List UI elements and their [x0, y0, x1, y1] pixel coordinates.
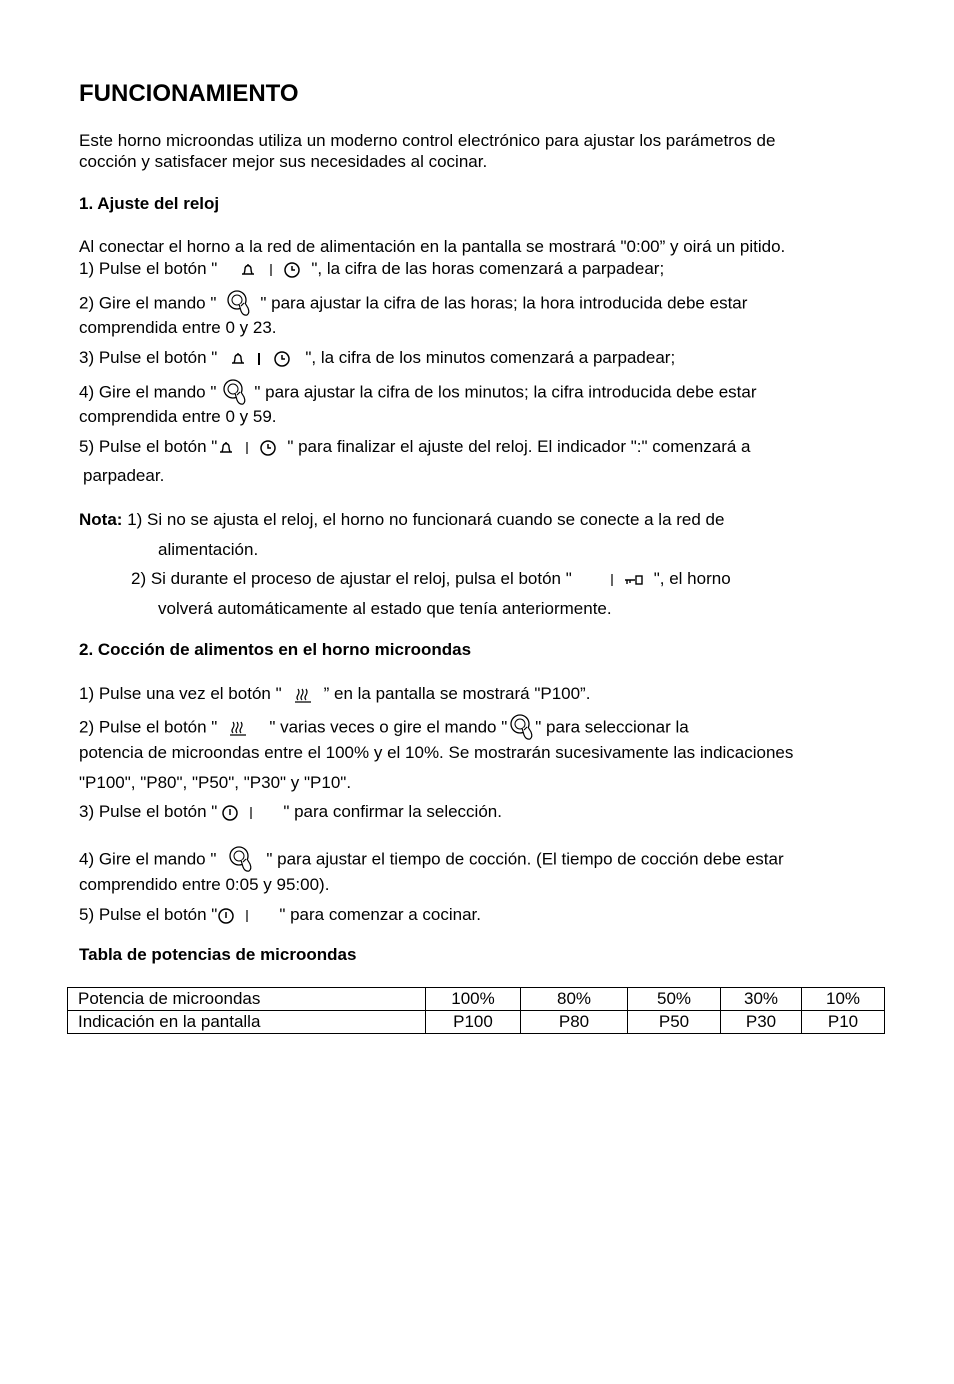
table-cell: 80% [521, 988, 628, 1011]
intro-line: Este horno microondas utiliza un moderno control electrónico para ajustar los parámetros de [79, 131, 776, 150]
separator-bar-icon [245, 441, 249, 455]
separator-bar-icon [610, 573, 614, 587]
step-2-cont: comprendida entre 0 y 23. [79, 318, 277, 337]
note-1: Nota: 1) Si no se ajusta el reloj, el horno no funcionará cuando se conecte a la red de [79, 510, 725, 529]
note-1-cont: alimentación. [158, 540, 259, 559]
knob-hand-icon [228, 845, 254, 875]
section-heading-cooking: 2. Cocción de alimentos en el horno microondas [79, 640, 472, 659]
step-5: 5) Pulse el botón " " para finalizar el ajuste del reloj. El indicador ":" comenzará a [79, 437, 751, 456]
bell-icon [229, 351, 247, 367]
cook-step-4: 4) Gire el mando " " para ajustar el tiempo de cocción. (El tiempo de cocción debe estar [79, 845, 784, 875]
note-label: Nota: [79, 510, 123, 529]
intro-line: cocción y satisfacer mejor sus necesidades al cocinar. [79, 152, 488, 171]
table-cell: P80 [521, 1011, 628, 1034]
table-cell: 100% [426, 988, 521, 1011]
note-2-cont: volverá automáticamente al estado que tenía anteriormente. [158, 599, 612, 618]
step-4: 4) Gire el mando " " para ajustar la cifra de los minutos; la cifra introducida debe estar [79, 378, 757, 408]
table-cell: 50% [628, 988, 721, 1011]
lock-key-icon [624, 573, 646, 587]
separator-bar-icon [245, 909, 249, 923]
microwave-waves-icon [294, 687, 312, 703]
knob-hand-icon [509, 713, 535, 743]
clock-icon [283, 261, 301, 279]
note-2: 2) Si durante el proceso de ajustar el reloj, pulsa el botón " ", el horno [131, 569, 731, 588]
power-start-icon [217, 907, 235, 925]
microwave-waves-icon [229, 720, 247, 736]
clock-icon [259, 439, 277, 457]
bell-icon [239, 262, 257, 278]
page-title: FUNCIONAMIENTO [79, 80, 299, 107]
knob-hand-icon [226, 289, 252, 319]
table-cell: Potencia de microondas [68, 988, 426, 1011]
cook-step-2-cont: potencia de microondas entre el 100% y el 10%. Se mostrarán sucesivamente las indicaciones [79, 743, 794, 762]
clock-icon [273, 350, 291, 368]
table-row [68, 988, 885, 1011]
separator-bar-icon [249, 806, 253, 820]
separator-bar-icon [257, 352, 261, 366]
table-cell: P30 [721, 1011, 802, 1034]
power-table [67, 987, 885, 1034]
table-cell: P50 [628, 1011, 721, 1034]
step-3: 3) Pulse el botón " ", la cifra de los minutos comenzará a parpadear; [79, 348, 676, 367]
table-row [68, 1011, 885, 1034]
step-1: 1) Pulse el botón " ", la cifra de las horas comenzará a parpadear; [79, 259, 665, 278]
cook-step-5: 5) Pulse el botón " " para comenzar a cocinar. [79, 905, 481, 924]
paragraph: Al conectar el horno a la red de alimentación en la pantalla se mostrará "0:00” y oirá un pitido. [79, 237, 786, 256]
bell-icon [217, 440, 235, 456]
cook-step-2: 2) Pulse el botón " " varias veces o gire el mando " " para seleccionar la [79, 713, 689, 743]
cook-step-1: 1) Pulse una vez el botón " ” en la pantalla se mostrará "P100”. [79, 684, 591, 703]
section-heading-clock: 1. Ajuste del reloj [79, 194, 220, 213]
step-5-cont: parpadear. [83, 466, 165, 485]
table-cell: Indicación en la pantalla [68, 1011, 426, 1034]
separator-bar-icon [269, 263, 273, 277]
table-cell: P10 [802, 1011, 885, 1034]
table-cell: P100 [426, 1011, 521, 1034]
table-cell: 10% [802, 988, 885, 1011]
cook-step-4-cont: comprendido entre 0:05 y 95:00). [79, 875, 330, 894]
step-2: 2) Gire el mando " " para ajustar la cifra de las horas; la hora introducida debe estar [79, 289, 747, 319]
step-4-cont: comprendida entre 0 y 59. [79, 407, 277, 426]
table-heading: Tabla de potencias de microondas [79, 945, 357, 964]
power-start-icon [221, 804, 239, 822]
knob-hand-icon [222, 378, 248, 408]
table-cell: 30% [721, 988, 802, 1011]
cook-step-2-cont: "P100", "P80", "P50", "P30" y "P10". [79, 773, 352, 792]
cook-step-3: 3) Pulse el botón " " para confirmar la selección. [79, 802, 502, 821]
